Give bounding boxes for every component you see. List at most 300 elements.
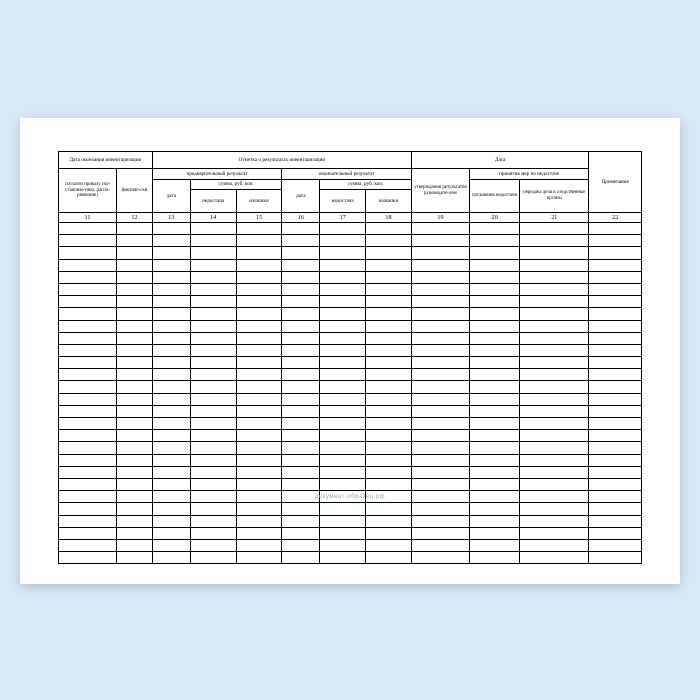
table-cell[interactable] — [190, 235, 236, 247]
table-cell[interactable] — [320, 320, 366, 332]
table-cell[interactable] — [366, 552, 412, 564]
table-row[interactable] — [59, 308, 642, 320]
table-cell[interactable] — [152, 296, 190, 308]
table-cell[interactable] — [117, 223, 153, 235]
table-cell[interactable] — [320, 332, 366, 344]
table-row[interactable] — [59, 454, 642, 466]
table-cell[interactable] — [152, 466, 190, 478]
table-cell[interactable] — [59, 369, 117, 381]
table-cell[interactable] — [282, 418, 320, 430]
table-cell[interactable] — [411, 332, 469, 344]
table-cell[interactable] — [320, 515, 366, 527]
table-cell[interactable] — [190, 405, 236, 417]
table-cell[interactable] — [366, 418, 412, 430]
table-cell[interactable] — [282, 515, 320, 527]
table-row[interactable] — [59, 357, 642, 369]
table-cell[interactable] — [366, 527, 412, 539]
table-cell[interactable] — [589, 357, 642, 369]
table-cell[interactable] — [59, 271, 117, 283]
table-cell[interactable] — [520, 296, 589, 308]
table-row[interactable] — [59, 527, 642, 539]
table-cell[interactable] — [320, 369, 366, 381]
table-cell[interactable] — [236, 527, 282, 539]
table-cell[interactable] — [59, 393, 117, 405]
table-cell[interactable] — [152, 405, 190, 417]
table-cell[interactable] — [117, 381, 153, 393]
table-cell[interactable] — [282, 344, 320, 356]
table-cell[interactable] — [366, 539, 412, 551]
table-cell[interactable] — [366, 308, 412, 320]
table-cell[interactable] — [520, 344, 589, 356]
table-cell[interactable] — [411, 430, 469, 442]
table-cell[interactable] — [190, 296, 236, 308]
table-cell[interactable] — [117, 320, 153, 332]
table-cell[interactable] — [469, 357, 519, 369]
table-cell[interactable] — [117, 369, 153, 381]
table-cell[interactable] — [320, 393, 366, 405]
table-cell[interactable] — [117, 539, 153, 551]
table-cell[interactable] — [320, 478, 366, 490]
table-cell[interactable] — [411, 478, 469, 490]
table-cell[interactable] — [152, 247, 190, 259]
table-cell[interactable] — [320, 223, 366, 235]
table-cell[interactable] — [152, 308, 190, 320]
table-cell[interactable] — [520, 442, 589, 454]
table-cell[interactable] — [190, 552, 236, 564]
table-cell[interactable] — [117, 296, 153, 308]
table-cell[interactable] — [469, 527, 519, 539]
table-cell[interactable] — [282, 527, 320, 539]
table-cell[interactable] — [589, 308, 642, 320]
table-cell[interactable] — [320, 271, 366, 283]
table-cell[interactable] — [469, 466, 519, 478]
table-cell[interactable] — [520, 503, 589, 515]
table-cell[interactable] — [152, 320, 190, 332]
table-cell[interactable] — [589, 405, 642, 417]
table-cell[interactable] — [59, 283, 117, 295]
table-cell[interactable] — [366, 466, 412, 478]
table-cell[interactable] — [282, 393, 320, 405]
table-cell[interactable] — [320, 247, 366, 259]
table-cell[interactable] — [589, 320, 642, 332]
table-cell[interactable] — [190, 259, 236, 271]
table-cell[interactable] — [366, 430, 412, 442]
table-cell[interactable] — [520, 381, 589, 393]
table-cell[interactable] — [320, 539, 366, 551]
table-cell[interactable] — [236, 405, 282, 417]
table-cell[interactable] — [411, 418, 469, 430]
table-cell[interactable] — [282, 283, 320, 295]
table-cell[interactable] — [282, 503, 320, 515]
table-cell[interactable] — [59, 357, 117, 369]
table-cell[interactable] — [152, 283, 190, 295]
table-cell[interactable] — [282, 466, 320, 478]
table-cell[interactable] — [190, 381, 236, 393]
table-cell[interactable] — [117, 405, 153, 417]
table-row[interactable] — [59, 418, 642, 430]
table-cell[interactable] — [411, 369, 469, 381]
table-cell[interactable] — [520, 308, 589, 320]
table-row[interactable] — [59, 515, 642, 527]
table-cell[interactable] — [520, 320, 589, 332]
table-cell[interactable] — [520, 332, 589, 344]
table-cell[interactable] — [520, 418, 589, 430]
table-cell[interactable] — [589, 223, 642, 235]
table-cell[interactable] — [469, 418, 519, 430]
table-cell[interactable] — [589, 235, 642, 247]
table-cell[interactable] — [282, 369, 320, 381]
table-cell[interactable] — [117, 247, 153, 259]
table-row[interactable] — [59, 478, 642, 490]
table-cell[interactable] — [282, 430, 320, 442]
table-cell[interactable] — [117, 430, 153, 442]
table-cell[interactable] — [469, 393, 519, 405]
table-cell[interactable] — [366, 405, 412, 417]
table-cell[interactable] — [589, 332, 642, 344]
table-cell[interactable] — [589, 454, 642, 466]
table-cell[interactable] — [520, 223, 589, 235]
table-cell[interactable] — [152, 235, 190, 247]
table-cell[interactable] — [411, 539, 469, 551]
table-cell[interactable] — [190, 369, 236, 381]
table-cell[interactable] — [366, 515, 412, 527]
table-row[interactable] — [59, 442, 642, 454]
table-cell[interactable] — [152, 393, 190, 405]
table-row[interactable] — [59, 283, 642, 295]
table-cell[interactable] — [320, 283, 366, 295]
table-cell[interactable] — [366, 357, 412, 369]
table-cell[interactable] — [236, 369, 282, 381]
table-cell[interactable] — [469, 515, 519, 527]
table-cell[interactable] — [282, 235, 320, 247]
table-cell[interactable] — [282, 332, 320, 344]
table-cell[interactable] — [236, 332, 282, 344]
table-cell[interactable] — [411, 247, 469, 259]
table-cell[interactable] — [236, 283, 282, 295]
table-cell[interactable] — [520, 235, 589, 247]
table-cell[interactable] — [282, 296, 320, 308]
table-cell[interactable] — [190, 527, 236, 539]
table-cell[interactable] — [411, 503, 469, 515]
table-cell[interactable] — [520, 430, 589, 442]
table-cell[interactable] — [469, 552, 519, 564]
table-cell[interactable] — [520, 247, 589, 259]
table-row[interactable] — [59, 552, 642, 564]
table-cell[interactable] — [152, 271, 190, 283]
table-cell[interactable] — [190, 271, 236, 283]
table-cell[interactable] — [469, 247, 519, 259]
table-cell[interactable] — [117, 271, 153, 283]
table-cell[interactable] — [411, 283, 469, 295]
table-cell[interactable] — [282, 357, 320, 369]
table-row[interactable] — [59, 466, 642, 478]
table-cell[interactable] — [282, 320, 320, 332]
table-cell[interactable] — [520, 393, 589, 405]
table-cell[interactable] — [152, 344, 190, 356]
table-cell[interactable] — [366, 332, 412, 344]
table-cell[interactable] — [236, 478, 282, 490]
table-cell[interactable] — [282, 223, 320, 235]
table-cell[interactable] — [59, 235, 117, 247]
table-row[interactable] — [59, 235, 642, 247]
table-cell[interactable] — [117, 393, 153, 405]
table-cell[interactable] — [59, 478, 117, 490]
table-cell[interactable] — [282, 552, 320, 564]
table-cell[interactable] — [282, 308, 320, 320]
table-cell[interactable] — [469, 283, 519, 295]
table-cell[interactable] — [411, 271, 469, 283]
table-cell[interactable] — [190, 344, 236, 356]
table-cell[interactable] — [117, 418, 153, 430]
table-cell[interactable] — [236, 381, 282, 393]
table-cell[interactable] — [589, 478, 642, 490]
table-cell[interactable] — [190, 442, 236, 454]
table-cell[interactable] — [411, 320, 469, 332]
table-cell[interactable] — [152, 539, 190, 551]
table-cell[interactable] — [469, 430, 519, 442]
table-cell[interactable] — [59, 527, 117, 539]
table-cell[interactable] — [190, 223, 236, 235]
table-cell[interactable] — [117, 466, 153, 478]
table-cell[interactable] — [320, 308, 366, 320]
table-cell[interactable] — [190, 454, 236, 466]
table-cell[interactable] — [59, 418, 117, 430]
table-cell[interactable] — [366, 478, 412, 490]
table-cell[interactable] — [236, 515, 282, 527]
table-cell[interactable] — [236, 223, 282, 235]
table-cell[interactable] — [117, 308, 153, 320]
table-cell[interactable] — [589, 344, 642, 356]
table-cell[interactable] — [469, 539, 519, 551]
table-cell[interactable] — [469, 381, 519, 393]
table-cell[interactable] — [117, 503, 153, 515]
table-row[interactable] — [59, 332, 642, 344]
table-cell[interactable] — [117, 454, 153, 466]
table-cell[interactable] — [411, 308, 469, 320]
table-cell[interactable] — [236, 552, 282, 564]
table-cell[interactable] — [320, 405, 366, 417]
table-cell[interactable] — [59, 503, 117, 515]
table-cell[interactable] — [469, 259, 519, 271]
table-cell[interactable] — [236, 357, 282, 369]
table-cell[interactable] — [411, 344, 469, 356]
table-cell[interactable] — [589, 539, 642, 551]
table-cell[interactable] — [411, 405, 469, 417]
table-cell[interactable] — [469, 235, 519, 247]
table-row[interactable] — [59, 259, 642, 271]
table-cell[interactable] — [366, 296, 412, 308]
table-cell[interactable] — [190, 430, 236, 442]
table-cell[interactable] — [589, 283, 642, 295]
table-cell[interactable] — [520, 466, 589, 478]
table-cell[interactable] — [59, 515, 117, 527]
table-cell[interactable] — [411, 357, 469, 369]
table-cell[interactable] — [366, 223, 412, 235]
table-cell[interactable] — [520, 515, 589, 527]
table-cell[interactable] — [236, 247, 282, 259]
table-cell[interactable] — [366, 381, 412, 393]
table-cell[interactable] — [320, 344, 366, 356]
table-cell[interactable] — [469, 344, 519, 356]
table-cell[interactable] — [589, 466, 642, 478]
table-cell[interactable] — [152, 478, 190, 490]
table-cell[interactable] — [59, 296, 117, 308]
table-cell[interactable] — [236, 296, 282, 308]
table-cell[interactable] — [117, 552, 153, 564]
table-cell[interactable] — [320, 357, 366, 369]
table-cell[interactable] — [190, 515, 236, 527]
table-cell[interactable] — [520, 539, 589, 551]
table-cell[interactable] — [366, 503, 412, 515]
table-cell[interactable] — [589, 271, 642, 283]
table-cell[interactable] — [59, 454, 117, 466]
table-cell[interactable] — [152, 430, 190, 442]
table-cell[interactable] — [59, 259, 117, 271]
table-cell[interactable] — [411, 223, 469, 235]
table-cell[interactable] — [152, 527, 190, 539]
table-cell[interactable] — [366, 454, 412, 466]
table-cell[interactable] — [152, 259, 190, 271]
table-cell[interactable] — [236, 442, 282, 454]
table-cell[interactable] — [282, 381, 320, 393]
table-cell[interactable] — [469, 478, 519, 490]
table-cell[interactable] — [520, 552, 589, 564]
table-cell[interactable] — [152, 418, 190, 430]
table-cell[interactable] — [320, 503, 366, 515]
table-cell[interactable] — [59, 223, 117, 235]
table-cell[interactable] — [282, 539, 320, 551]
table-cell[interactable] — [190, 393, 236, 405]
table-cell[interactable] — [411, 466, 469, 478]
table-cell[interactable] — [366, 344, 412, 356]
table-cell[interactable] — [282, 259, 320, 271]
table-cell[interactable] — [589, 381, 642, 393]
table-cell[interactable] — [152, 454, 190, 466]
table-cell[interactable] — [152, 515, 190, 527]
table-cell[interactable] — [236, 235, 282, 247]
table-cell[interactable] — [520, 527, 589, 539]
table-cell[interactable] — [117, 357, 153, 369]
table-cell[interactable] — [59, 344, 117, 356]
table-cell[interactable] — [152, 381, 190, 393]
table-cell[interactable] — [411, 515, 469, 527]
table-cell[interactable] — [190, 247, 236, 259]
table-row[interactable] — [59, 393, 642, 405]
table-cell[interactable] — [59, 430, 117, 442]
table-cell[interactable] — [59, 320, 117, 332]
table-cell[interactable] — [190, 308, 236, 320]
table-cell[interactable] — [59, 466, 117, 478]
table-cell[interactable] — [59, 247, 117, 259]
table-cell[interactable] — [117, 515, 153, 527]
table-cell[interactable] — [469, 223, 519, 235]
table-cell[interactable] — [469, 332, 519, 344]
table-cell[interactable] — [411, 442, 469, 454]
table-cell[interactable] — [411, 393, 469, 405]
table-cell[interactable] — [411, 381, 469, 393]
table-cell[interactable] — [589, 515, 642, 527]
table-row[interactable] — [59, 271, 642, 283]
table-cell[interactable] — [469, 503, 519, 515]
table-cell[interactable] — [320, 296, 366, 308]
table-cell[interactable] — [320, 454, 366, 466]
table-cell[interactable] — [117, 283, 153, 295]
table-cell[interactable] — [190, 539, 236, 551]
table-cell[interactable] — [366, 259, 412, 271]
table-cell[interactable] — [589, 503, 642, 515]
table-cell[interactable] — [152, 223, 190, 235]
table-cell[interactable] — [59, 332, 117, 344]
table-cell[interactable] — [366, 271, 412, 283]
table-cell[interactable] — [520, 357, 589, 369]
table-cell[interactable] — [520, 259, 589, 271]
table-cell[interactable] — [320, 418, 366, 430]
table-cell[interactable] — [236, 308, 282, 320]
table-cell[interactable] — [320, 552, 366, 564]
table-cell[interactable] — [520, 283, 589, 295]
table-row[interactable] — [59, 430, 642, 442]
table-cell[interactable] — [469, 320, 519, 332]
table-cell[interactable] — [236, 503, 282, 515]
table-cell[interactable] — [320, 527, 366, 539]
table-cell[interactable] — [520, 454, 589, 466]
table-cell[interactable] — [469, 369, 519, 381]
table-cell[interactable] — [59, 442, 117, 454]
table-row[interactable] — [59, 344, 642, 356]
table-cell[interactable] — [320, 381, 366, 393]
table-cell[interactable] — [152, 369, 190, 381]
table-cell[interactable] — [589, 418, 642, 430]
table-cell[interactable] — [320, 235, 366, 247]
table-cell[interactable] — [589, 552, 642, 564]
table-cell[interactable] — [190, 466, 236, 478]
table-cell[interactable] — [411, 259, 469, 271]
table-cell[interactable] — [366, 235, 412, 247]
table-cell[interactable] — [589, 247, 642, 259]
table-cell[interactable] — [236, 320, 282, 332]
table-cell[interactable] — [152, 503, 190, 515]
table-cell[interactable] — [589, 430, 642, 442]
table-cell[interactable] — [59, 308, 117, 320]
table-cell[interactable] — [59, 552, 117, 564]
table-cell[interactable] — [152, 357, 190, 369]
table-cell[interactable] — [117, 344, 153, 356]
table-cell[interactable] — [589, 369, 642, 381]
table-cell[interactable] — [520, 271, 589, 283]
table-cell[interactable] — [366, 320, 412, 332]
table-cell[interactable] — [190, 357, 236, 369]
table-cell[interactable] — [469, 454, 519, 466]
table-cell[interactable] — [520, 405, 589, 417]
table-cell[interactable] — [59, 381, 117, 393]
table-cell[interactable] — [117, 259, 153, 271]
table-cell[interactable] — [589, 442, 642, 454]
table-cell[interactable] — [117, 332, 153, 344]
table-cell[interactable] — [282, 271, 320, 283]
table-cell[interactable] — [236, 454, 282, 466]
table-row[interactable] — [59, 320, 642, 332]
table-cell[interactable] — [236, 271, 282, 283]
table-cell[interactable] — [411, 527, 469, 539]
table-cell[interactable] — [366, 247, 412, 259]
table-row[interactable] — [59, 381, 642, 393]
table-cell[interactable] — [411, 552, 469, 564]
table-cell[interactable] — [320, 442, 366, 454]
table-cell[interactable] — [282, 247, 320, 259]
table-cell[interactable] — [190, 283, 236, 295]
table-cell[interactable] — [469, 405, 519, 417]
table-row[interactable] — [59, 539, 642, 551]
